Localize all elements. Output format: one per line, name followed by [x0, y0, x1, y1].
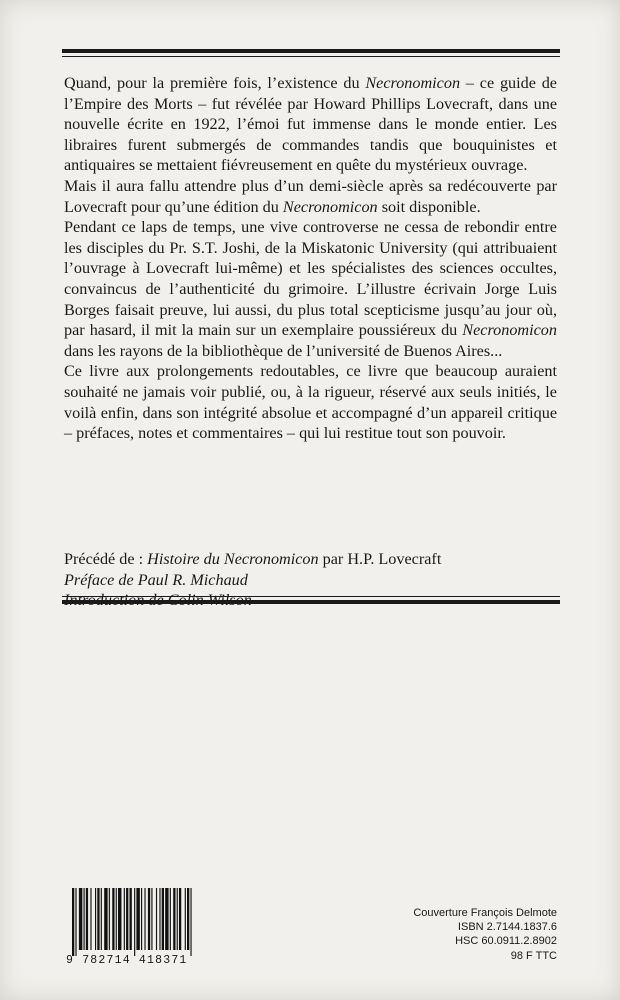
- isbn: ISBN 2.7144.1837.6: [457, 921, 557, 934]
- blurb-paragraph-4: Ce livre aux prolongements redoutables, ce livre que beaucoup auraient souhaité ne jamais voir publié, ou, à la rigueur, réservé aux seuls initiés, le voilà enfin, dans son intégrité absolue et accompagné d’un appareil critique – préfaces, notes et commentaires – qui lui restitue tout son pouvoir.: [64, 362, 557, 443]
- preface-line: Préface de Paul R. Michaud: [64, 570, 248, 589]
- barcode-bar: [190, 888, 191, 956]
- barcode-bar: [173, 888, 175, 950]
- barcode-bar: [156, 888, 157, 950]
- barcode-bar: [75, 888, 76, 956]
- barcode-bar: [144, 888, 145, 950]
- barcode-bar: [84, 888, 85, 950]
- barcode-bars: [64, 888, 206, 956]
- barcode-bar: [148, 888, 150, 950]
- barcode-bar: [136, 888, 139, 950]
- barcode-bar: [104, 888, 107, 950]
- barcode-bar: [118, 888, 121, 950]
- barcode-bar: [124, 888, 125, 950]
- barcode-bar: [90, 888, 91, 950]
- blurb-paragraph-3: Pendant ce laps de temps, une vive controverse ne cessa de rebondir entre les disciples du Pr. S.T. Joshi, de la Miskatonic University (qui attribuaient l’ouvrage à Lovecraft lui-même) et les spécialistes des sciences occultes, convaincus de l’authenticité du grimoire. L’illustre écrivain Jorge Luis Borges faisait preuve, lui aussi, du plus total scepticisme jusqu’au jour où, par hasard, il mit la main sur un exemplaire poussiéreux du Necronomicon dans les rayons de la bibliothèque de l’université de Buenos Aires...: [64, 218, 557, 360]
- barcode-bar: [165, 888, 168, 950]
- barcode-bar: [109, 888, 110, 950]
- barcode-bar: [151, 888, 152, 950]
- cover-credit: Couverture François Delmote: [413, 907, 557, 919]
- barcode-digits: 9 782714 418371: [66, 954, 188, 967]
- price: 98 F TTC: [510, 949, 557, 962]
- blurb-paragraph-2: Mais il aura fallu attendre plus d’un demi-siècle après sa redécouverte par Lovecraft pour qu’une édition du Necronomicon soit disponible.: [64, 176, 557, 216]
- barcode-bar: [72, 888, 74, 956]
- barcode-bar: [141, 888, 142, 950]
- barcode-bar: [187, 888, 189, 950]
- preceded-by-line: Précédé de : Histoire du Necronomicon par H.P. Lovecraft: [64, 550, 442, 568]
- blurb-paragraph-1: Quand, pour la première fois, l’existence du Necronomicon – ce guide de l’Empire des Morts – fut révélée par Howard Phillips Lovecraft, dans une nouvelle écrite en 1922, l’émoi fut immense dans le monde entier. Les libraires furent submergés de commandes tandis que bouquinistes et antiquaires se mettaient fiévreusement en quête du mystérieux ouvrage.: [64, 74, 557, 175]
- barcode: [64, 888, 206, 970]
- barcode-bar: [97, 888, 99, 950]
- barcode-bar: [159, 888, 160, 950]
- barcode-bar: [116, 888, 117, 950]
- barcode-bar: [112, 888, 114, 950]
- barcode-bar: [101, 888, 102, 950]
- top-double-rule: [62, 49, 560, 57]
- barcode-bar: [86, 888, 88, 950]
- barcode-bar: [130, 888, 132, 950]
- bottom-double-rule: [62, 596, 560, 604]
- imprint-info: [413, 906, 557, 963]
- barcode-bar: [170, 888, 171, 950]
- barcode-bar: [126, 888, 128, 950]
- barcode-bar: [79, 888, 82, 950]
- barcode-bar: [162, 888, 164, 950]
- barcode-bar: [185, 888, 186, 950]
- barcode-bar: [179, 888, 181, 950]
- barcode-bar: [134, 888, 135, 956]
- barcode-bar: [95, 888, 96, 950]
- blurb-text: [64, 73, 557, 444]
- hsc-code: HSC 60.0911.2.8902: [455, 935, 557, 948]
- barcode-bar: [177, 888, 178, 950]
